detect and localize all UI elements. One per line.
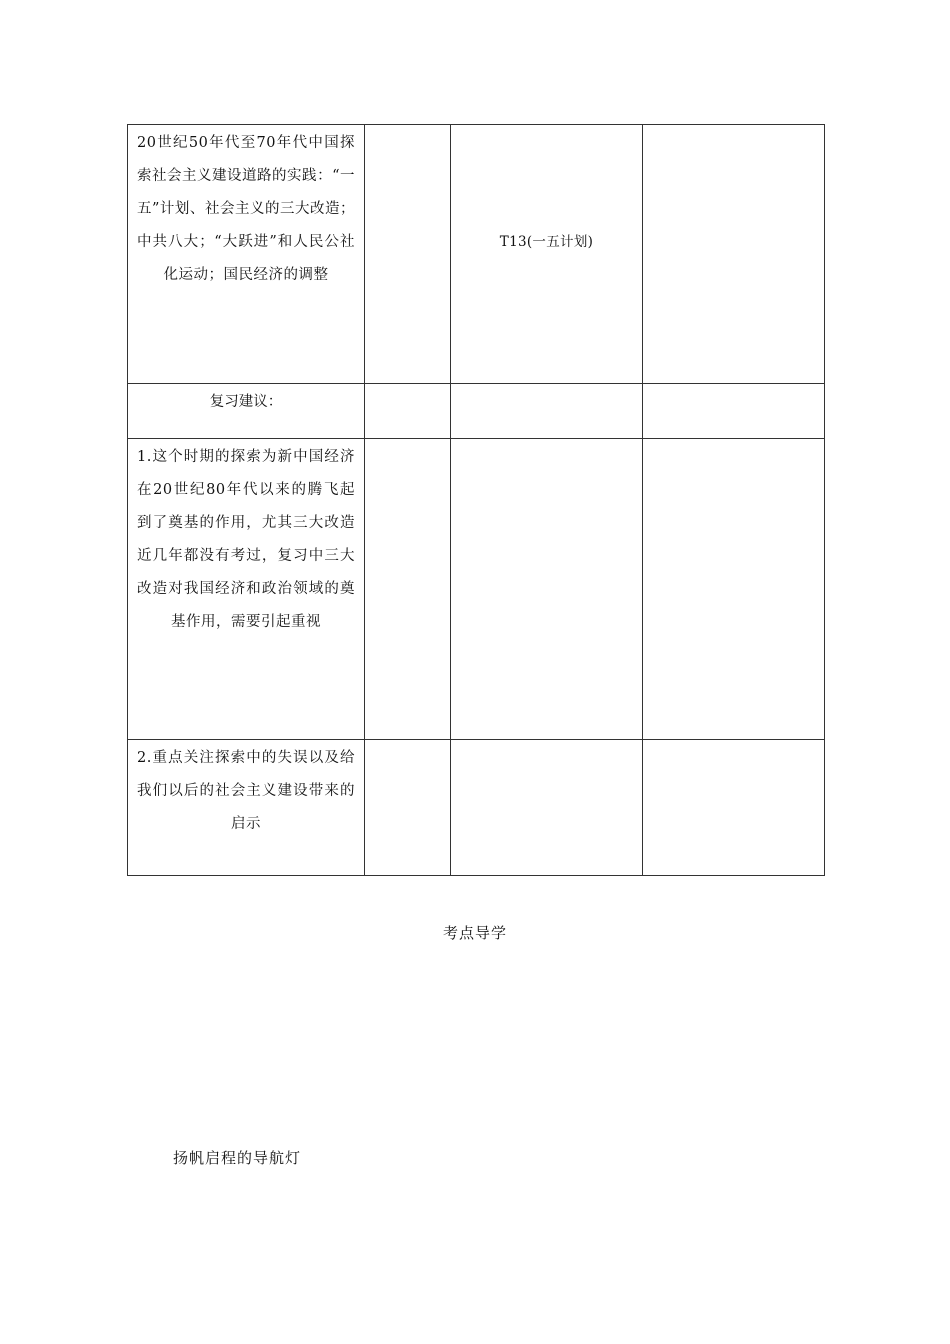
cell-text <box>643 125 824 127</box>
table-cell-empty <box>643 439 825 740</box>
cell-text <box>643 384 824 386</box>
table-cell-empty <box>365 384 451 439</box>
table-row <box>128 740 825 876</box>
table-cell-empty <box>643 740 825 876</box>
table-cell-empty <box>643 125 825 384</box>
cell-text: 20世纪50年代至70年代中国探索社会主义建设道路的实践：“一五”计划、社会主义的三大改造；中共八大；“大跃进”和人民公社化运动；国民经济的调整 <box>137 135 355 283</box>
cell-text <box>365 439 450 441</box>
cell-text: T13(一五计划) <box>499 234 594 250</box>
cell-text <box>451 439 642 441</box>
table-cell-advice-2 <box>128 740 365 876</box>
cell-text <box>365 125 450 127</box>
cell-text <box>365 384 450 386</box>
table-cell-empty <box>451 740 643 876</box>
section-heading: 考点导学 <box>442 924 507 942</box>
table-cell-exam-item <box>451 125 643 384</box>
cell-text <box>643 439 824 441</box>
table-cell-empty <box>451 439 643 740</box>
table-row <box>128 384 825 439</box>
cell-text: 2.重点关注探索中的失误以及给我们以后的社会主义建设带来的启示 <box>137 750 355 832</box>
cell-text <box>365 740 450 742</box>
cell-text <box>451 384 642 386</box>
cell-text: 复习建议： <box>209 394 283 410</box>
review-table <box>127 124 825 876</box>
table-cell-empty <box>365 439 451 740</box>
table-cell-empty <box>365 125 451 384</box>
cell-text <box>451 740 642 742</box>
table-cell-empty <box>451 384 643 439</box>
cell-text <box>643 740 824 742</box>
sub-heading: 扬帆启程的导航灯 <box>173 1149 302 1167</box>
table-row <box>128 439 825 740</box>
table-cell-topic <box>128 125 365 384</box>
cell-text: 1.这个时期的探索为新中国经济在20世纪80年代以来的腾飞起到了奠基的作用，尤其三大改造近几年都没有考过，复习中三大改造对我国经济和政治领域的奠基作用，需要引起重视 <box>137 449 355 630</box>
table-cell-empty <box>643 384 825 439</box>
table-cell-review-label <box>128 384 365 439</box>
table-row <box>128 125 825 384</box>
table-cell-advice-1 <box>128 439 365 740</box>
table-cell-empty <box>365 740 451 876</box>
